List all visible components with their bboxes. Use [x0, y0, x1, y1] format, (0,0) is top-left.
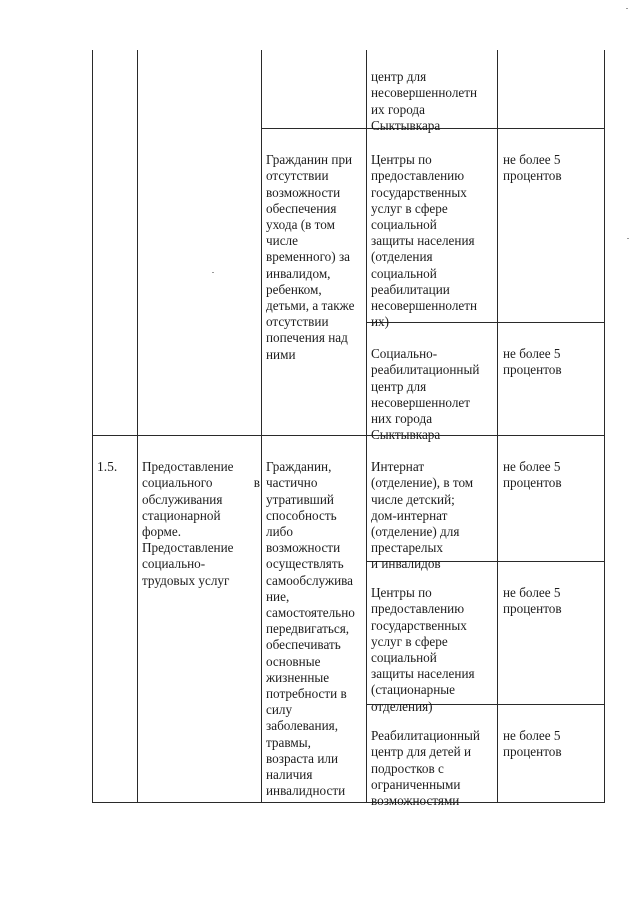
row3-sub1-limit-cell: [503, 443, 603, 508]
row2-sub1-institution-cell: [371, 136, 499, 347]
table-col-divider-3: [366, 50, 367, 803]
row3-sub3-institution-text: Реабилитационный центр для детей и подростков с ограниченными возможностями: [371, 728, 480, 809]
row3-recipient-cell: [266, 443, 366, 816]
row3-sub2-limit-cell: [503, 569, 603, 634]
row2-sub2-institution-cell: [371, 330, 499, 460]
scan-speck: [212, 272, 214, 273]
row3-sub1-limit-text: не более 5 процентов: [503, 459, 562, 491]
row3-service-cell: [142, 443, 260, 621]
table-border-left: [92, 50, 93, 803]
table-col-divider-1: [137, 50, 138, 803]
row3-sub1-institution-text: Интернат (отделение), в том числе детский; дом-интернат (отделение) для престарелых и инвалидов: [371, 459, 474, 572]
scan-speck: [627, 238, 629, 239]
row2-sub2-institution-text: Социально- реабилитационный центр для несовершеннолет них города Сыктывкара: [371, 346, 480, 443]
row3-sub2-institution-text: Центры по предоставлению государственных услуг в сфере социальной защиты населения (стационарные отделения): [371, 585, 475, 714]
row3-sub3-limit-cell: [503, 712, 603, 777]
row2-sub1-institution-text: Центры по предоставлению государственных услуг в сфере социальной защиты населения (отделения социальной реабилитации несовершеннолетн их): [371, 152, 478, 330]
row2-recipient-text: Гражданин при отсутствии возможности обеспечения ухода (в том числе временного) за инвалидом, ребенком, детьми, а также отсутствии попечения над ними: [266, 152, 355, 362]
row2-sub2-limit-cell: [503, 330, 603, 395]
row-divider-main: [92, 435, 605, 436]
row2-sub1-limit-cell: [503, 136, 603, 201]
row3-sub1-institution-cell: [371, 443, 499, 589]
row2-sub2-limit-text: не более 5 процентов: [503, 346, 562, 378]
table-col-divider-2: [261, 50, 262, 803]
row2-sub1-limit-text: не более 5 процентов: [503, 152, 562, 184]
row3-sub3-institution-cell: [371, 712, 499, 825]
row3-service-trailing-word: в: [253, 475, 260, 490]
row3-number-text: 1.5.: [97, 459, 118, 475]
row3-sub2-institution-cell: [371, 569, 499, 731]
row2-recipient-cell: [266, 136, 366, 379]
table-border-right: [604, 50, 605, 803]
row3-recipient-text: Гражданин, частично утративший способность либо возможности осуществлять самообслужива ние, самостоятельно передвигаться, обеспечивать основные жизненные потребности в силу заболевания, травмы, возраста или наличия инвалидности: [266, 459, 355, 799]
scan-speck: [626, 8, 628, 9]
row3-sub3-limit-text: не более 5 процентов: [503, 728, 562, 760]
row3-service-text: Предоставление социального обслуживания стационарной форме. Предоставление социально- трудовых услуг: [142, 459, 234, 588]
row3-sub2-limit-text: не более 5 процентов: [503, 585, 562, 617]
row3-number-cell: [97, 443, 135, 492]
row1-institution-text: центр для несовершеннолетн их города Сыктывкара: [371, 69, 478, 133]
